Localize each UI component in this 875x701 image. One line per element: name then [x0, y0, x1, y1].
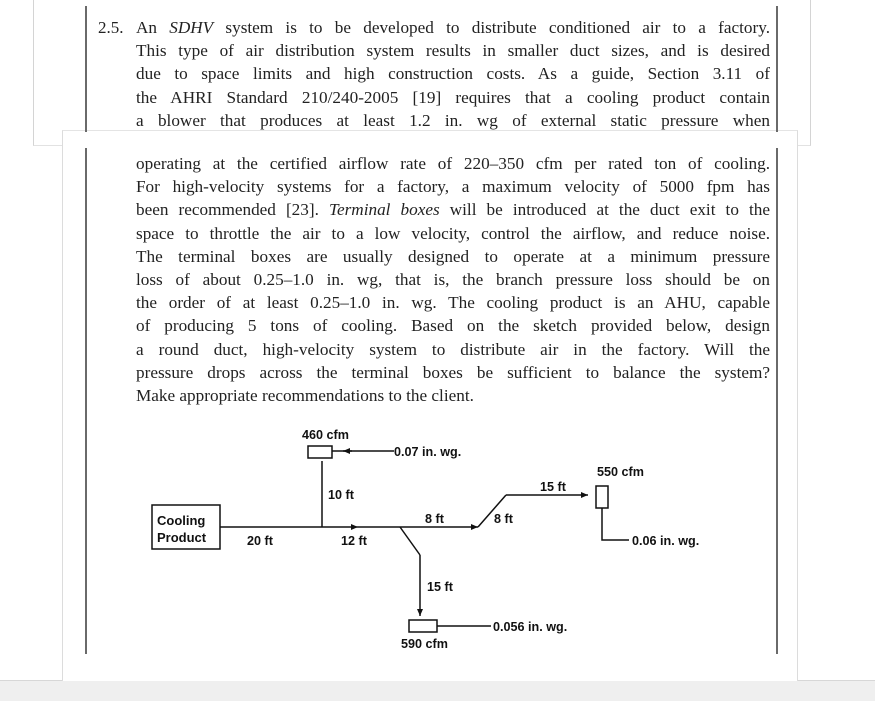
label-length-10ft: 10 ft	[328, 488, 354, 502]
italic-term: SDHV	[169, 18, 214, 37]
branch-diag-down	[400, 527, 420, 555]
label-right-pressure: 0.06 in. wg.	[632, 534, 700, 548]
label-length-20ft: 20 ft	[247, 534, 273, 548]
text-run: pressure drops across the terminal boxes be sufficient to balance the system?	[136, 362, 770, 382]
problem-number: 2.5.	[98, 18, 124, 37]
text-run: will be introduced at the duct exit to the	[439, 200, 770, 220]
label-length-15ft-a: 15 ft	[427, 580, 453, 594]
cooling-product-label	[157, 512, 206, 546]
text-run: of producing 5 tons of cooling. Based on the sketch provided below, design	[136, 316, 770, 336]
terminal-box-bottom	[409, 620, 437, 632]
label-top-cfm: 460 cfm	[302, 428, 349, 442]
text-run: been recommended [23].	[136, 200, 329, 220]
label-bottom-cfm: 590 cfm	[401, 637, 448, 651]
label-length-12ft: 12 ft	[341, 534, 367, 548]
text-run: operating at the certified airflow rate of 220–350 cfm per rated ton of cooling.	[136, 154, 770, 173]
text-run: loss of about 0.25–1.0 in. wg, that is, the branch pressure loss should be on	[136, 270, 770, 290]
text-run: This type of air distribution system results in smaller duct sizes, and is desired	[136, 41, 770, 61]
terminal-box-right	[596, 486, 608, 508]
box-label-line2: Product	[157, 530, 207, 545]
text-run: due to space limits and high construction costs. As a guide, Section 3.11 of	[136, 64, 770, 84]
label-top-pressure: 0.07 in. wg.	[394, 445, 462, 459]
label-length-8ft-b: 8 ft	[494, 512, 513, 526]
terminal-box-top	[308, 446, 332, 458]
text-run: system is to be developed to distribute conditioned air to a factory.	[213, 18, 770, 37]
text-run: the AHRI Standard 210/240-2005 [19] requires that a cooling product contain	[136, 87, 770, 107]
italic-term: Terminal boxes	[328, 200, 440, 220]
text-run: The terminal boxes are usually designed to operate at a minimum pressure	[136, 246, 770, 266]
text-run: a blower that produces at least 1.2 in. wg of external static pressure when	[136, 110, 770, 130]
text-run: For high-velocity systems for a factory, a maximum velocity of 5000 fpm has	[136, 177, 770, 197]
text-run: An	[136, 18, 170, 37]
box-label-line1: Cooling	[157, 513, 206, 528]
label-right-cfm: 550 cfm	[597, 465, 644, 479]
text-run: Make appropriate recommendations to the client.	[136, 386, 474, 406]
text-run: space to throttle the air to a low velocity, control the airflow, and reduce noise.	[136, 223, 770, 243]
text-run: the order of at least 0.25–1.0 in. wg. The cooling product is an AHU, capable	[136, 293, 770, 313]
label-bottom-pressure: 0.056 in. wg.	[493, 620, 568, 634]
text-run: a round duct, high-velocity system to distribute air in the factory. Will the	[136, 339, 770, 359]
label-length-8ft-a: 8 ft	[425, 512, 444, 526]
label-length-15ft-b: 15 ft	[540, 480, 566, 494]
pressure-leader-right	[602, 508, 629, 540]
